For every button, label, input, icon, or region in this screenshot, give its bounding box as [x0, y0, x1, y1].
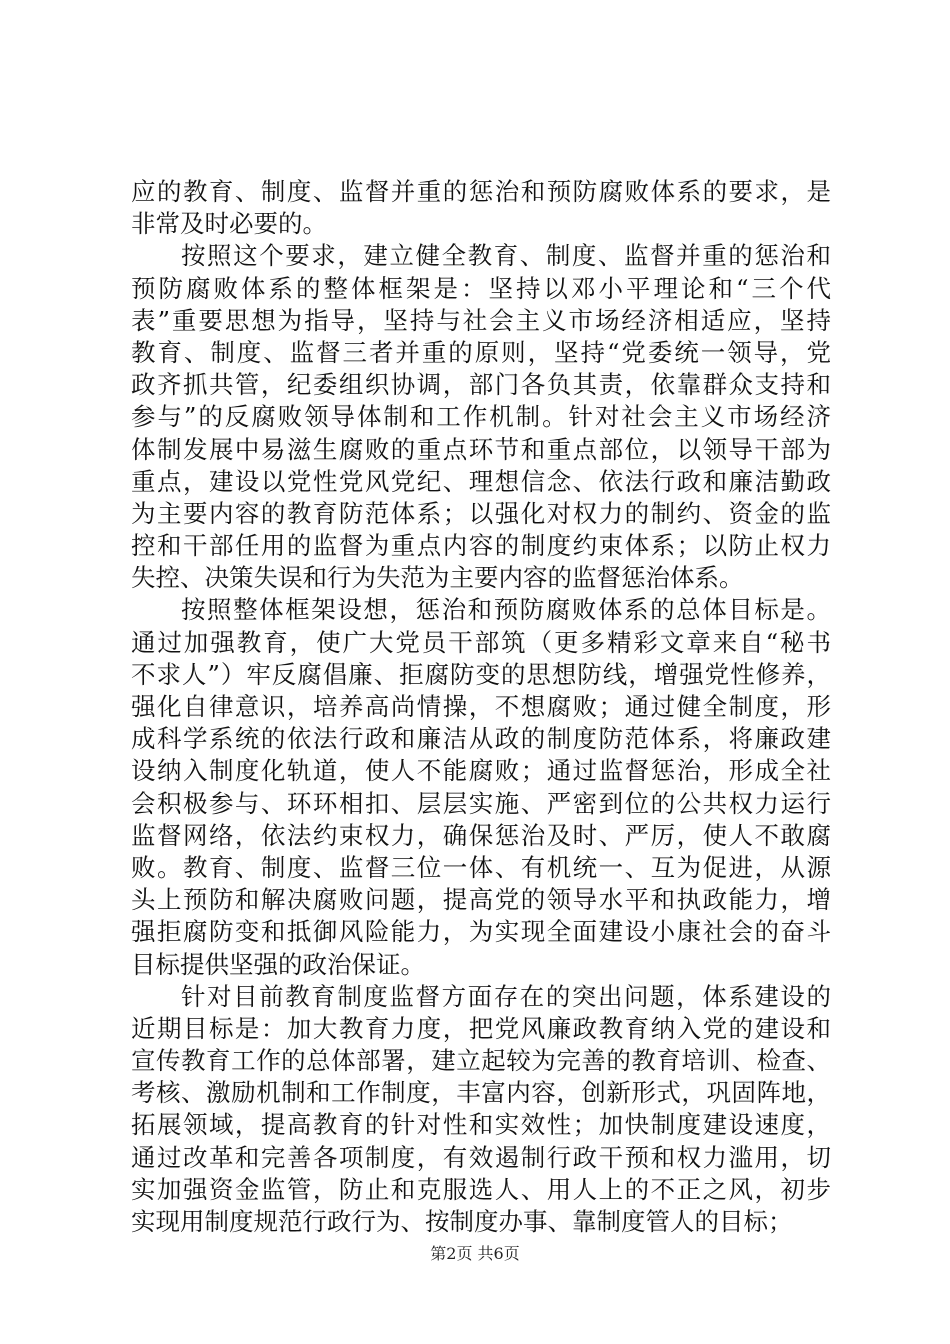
text-line: 通过改革和完善各项制度，有效遏制行政干预和权力滥用，切 — [131, 1142, 831, 1172]
text-line: 目标提供坚强的政治保证。 — [131, 949, 425, 979]
text-line: 为主要内容的教育防范体系；以强化对权力的制约、资金的监 — [131, 498, 831, 528]
text-line: 失控、决策失误和行为失范为主要内容的监督惩治体系。 — [131, 563, 744, 593]
text-line: 非常及时必要的。 — [131, 209, 327, 239]
text-line: 表”重要思想为指导，坚持与社会主义市场经济相适应，坚持 — [131, 305, 831, 335]
text-line: 参与”的反腐败领导体制和工作机制。针对社会主义市场经济 — [131, 402, 831, 432]
paragraph — [131, 240, 831, 594]
paragraph — [131, 594, 831, 980]
text-line: 监督网络，依法约束权力，确保惩治及时、严厉，使人不敢腐 — [131, 820, 831, 850]
text-line: 头上预防和解决腐败问题，提高党的领导水平和执政能力，增 — [131, 885, 831, 915]
text-line: 控和干部任用的监督为重点内容的制度约束体系；以防止权力 — [131, 531, 831, 561]
text-line: 考核、激励机制和工作制度，丰富内容，创新形式，巩固阵地， — [131, 1078, 831, 1108]
paragraph — [131, 176, 831, 240]
text-line: 强拒腐防变和抵御风险能力，为实现全面建设小康社会的奋斗 — [131, 917, 831, 947]
text-line: 强化自律意识，培养高尚情操，不想腐败；通过健全制度，形 — [131, 692, 831, 721]
text-line: 按照这个要求，建立健全教育、制度、监督并重的惩治和 — [181, 241, 831, 271]
text-line: 针对目前教育制度监督方面存在的突出问题，体系建设的 — [181, 981, 831, 1011]
text-line: 拓展领域，提高教育的针对性和实效性；加快制度建设速度， — [131, 1110, 831, 1140]
text-line: 成科学系统的依法行政和廉洁从政的制度防范体系，将廉政建 — [131, 724, 831, 754]
text-line: 预防腐败体系的整体框架是：坚持以邓小平理论和“三个代 — [131, 273, 831, 303]
text-line: 重点，建设以党性党风党纪、理想信念、依法行政和廉洁勤政 — [131, 466, 831, 496]
text-line: 通过加强教育，使广大党员干部筑（更多精彩文章来自“秘书 — [131, 627, 831, 657]
text-line: 会积极参与、环环相扣、层层实施、严密到位的公共权力运行 — [131, 788, 831, 818]
text-line: 近期目标是：加大教育力度，把党风廉政教育纳入党的建设和 — [131, 1013, 831, 1043]
text-line: 体制发展中易滋生腐败的重点环节和重点部位，以领导干部为 — [131, 434, 831, 464]
document-body — [131, 176, 831, 1238]
text-line: 设纳入制度化轨道，使人不能腐败；通过监督惩治，形成全社 — [131, 756, 831, 786]
text-line: 应的教育、制度、监督并重的惩治和预防腐败体系的要求，是 — [131, 177, 831, 206]
text-line: 政齐抓共管，纪委组织协调，部门各负其责，依靠群众支持和 — [131, 370, 831, 400]
text-line: 实现用制度规范行政行为、按制度办事、靠制度管人的目标； — [131, 1207, 793, 1236]
text-line: 不求人”）牢反腐倡廉、拒腐防变的思想防线，增强党性修养， — [131, 659, 831, 689]
page-footer: 第2页 共6页 — [430, 1244, 520, 1263]
text-line: 宣传教育工作的总体部署，建立起较为完善的教育培训、检查、 — [131, 1046, 831, 1076]
paragraph — [131, 981, 831, 1239]
text-line: 按照整体框架设想，惩治和预防腐败体系的总体目标是。 — [181, 595, 831, 625]
text-line: 教育、制度、监督三者并重的原则，坚持“党委统一领导，党 — [131, 337, 831, 367]
text-line: 败。教育、制度、监督三位一体、有机统一、互为促进，从源 — [131, 852, 831, 882]
text-line: 实加强资金监管，防止和克服选人、用人上的不正之风，初步 — [131, 1174, 831, 1204]
